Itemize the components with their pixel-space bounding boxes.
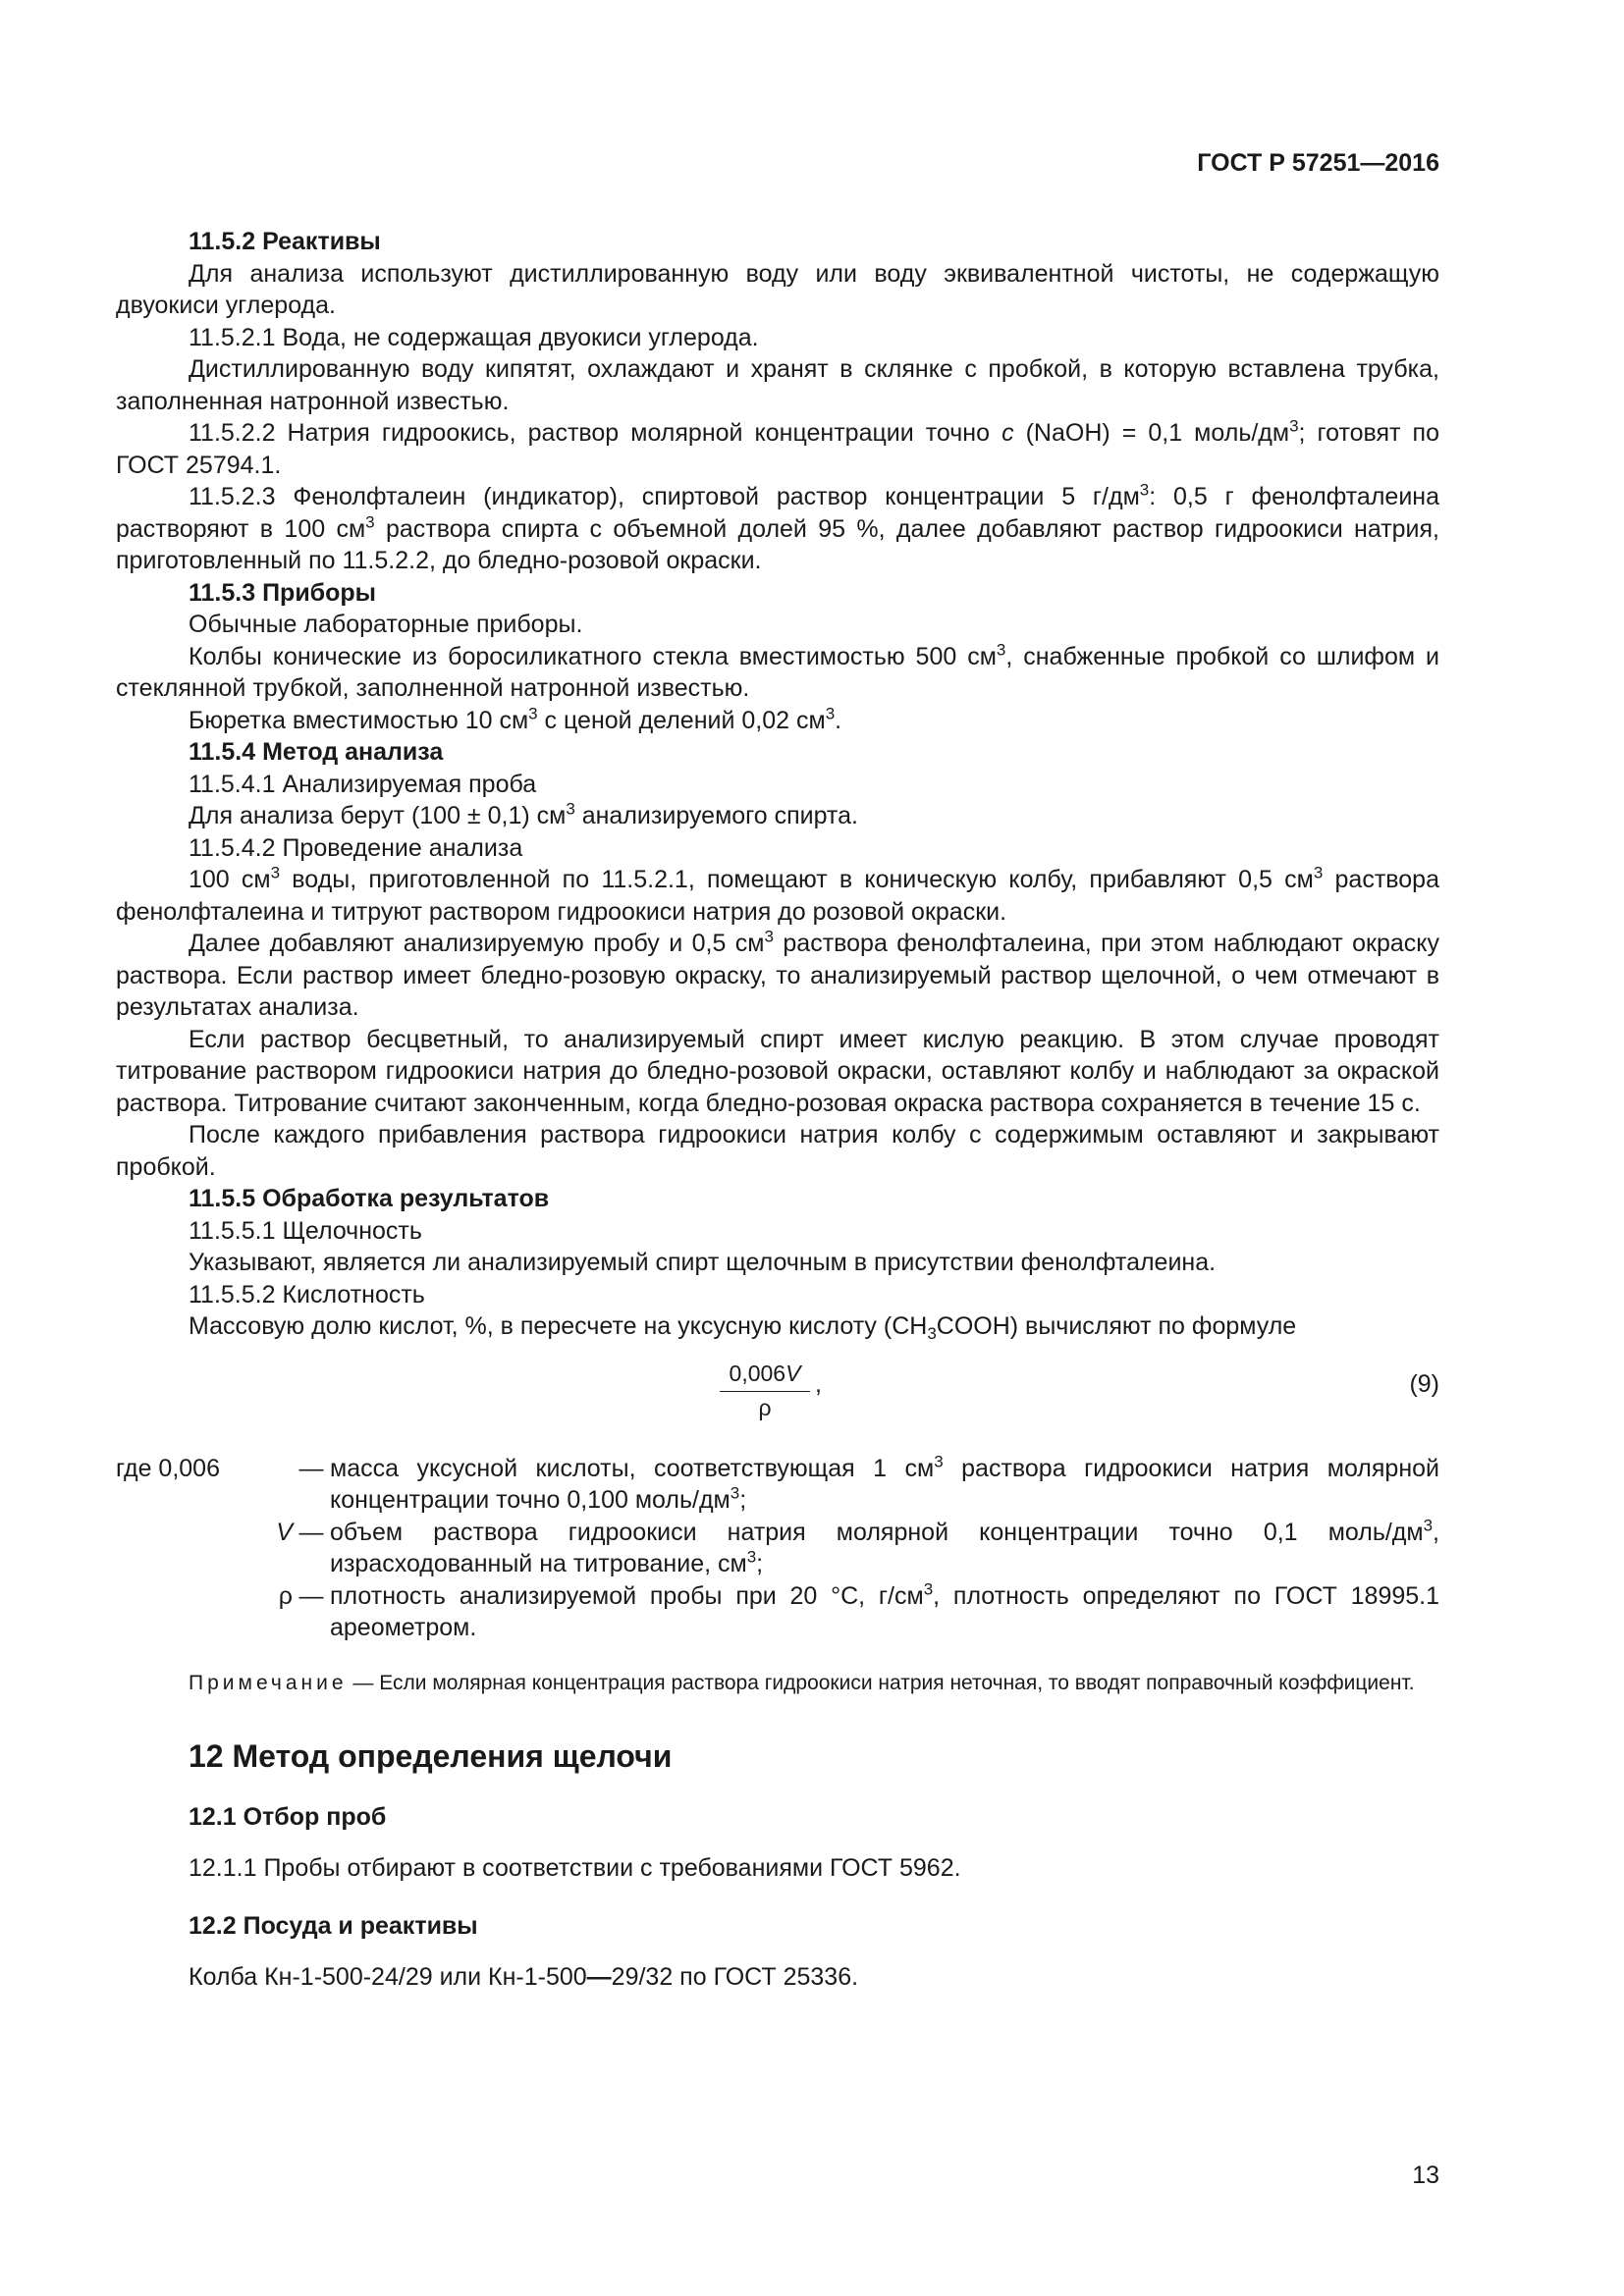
formula-9	[116, 1359, 1439, 1437]
paragraph: Далее добавляют анализируемую пробу и 0,5 $см^3$ раствора фенолфталеина, при этом наблюдают окраску раствора. Если раствор имеет бледно-розовую окраску, то анализируемый раствор щелочной, о чем отмечают в результатах анализа.	[116, 927, 1439, 1021]
paragraph: 11.5.4.1 Анализируемая проба	[189, 770, 537, 798]
section-11-5-5-title: 11.5.5 Обработка результатов	[189, 1185, 550, 1212]
paragraph: Колбы конические из боросиликатного стекла вместимостью 500 $см^3$, снабженные пробкой со шлифом и стеклянной трубкой, заполненной натронной известью.	[116, 640, 1439, 702]
legend-description: плотность анализируемой пробы при 20 °С, $г/см^3$, плотность определяют по ГОСТ 18995.1 ареометром.	[330, 1579, 1440, 1641]
paragraph: Колба Кн-1-500-24/29 или Кн-1-500—29/32 по ГОСТ 25336.	[189, 1963, 859, 1991]
paragraph: Для анализа используют дистиллированную воду или воду эквивалентной чистоты, не содержащую двуокиси углерода.	[116, 259, 1439, 319]
legend-symbol: ρ	[278, 1581, 293, 1610]
legend-symbol: V	[276, 1518, 293, 1546]
paragraph: Массовую долю кислот, %, в пересчете на уксусную кислоту $(CH_3COOH)$ вычисляют по формуле	[189, 1312, 1297, 1344]
section-11-5-4-title: 11.5.4 Метод анализа	[189, 738, 444, 766]
paragraph: Указывают, является ли анализируемый спирт щелочным в присутствии фенолфталеина.	[189, 1249, 1217, 1276]
page-number: 13	[1412, 2162, 1439, 2189]
legend-description: масса уксусной кислоты, соответствующая 1 $см^3$ раствора гидроокиси натрия молярной концентрации точно 0,100 моль/$дм^3$;	[330, 1452, 1440, 1514]
section-12-title: 12 Метод определения щелочи	[189, 1737, 673, 1774]
paragraph: Для анализа берут (100 ± 0,1) $см^3$ анализируемого спирта.	[189, 799, 858, 829]
note: Примечание — Если молярная концентрация раствора гидроокиси натрия неточная, то вводят поправочный коэффициент.	[189, 1671, 1415, 1694]
paragraph: Обычные лабораторные приборы.	[189, 611, 583, 638]
paragraph: 11.5.4.2 Проведение анализа	[189, 833, 523, 862]
legend-row	[116, 1517, 1439, 1580]
paragraph: После каждого прибавления раствора гидроокиси натрия колбу с содержимым оставляют и закрывают пробкой.	[116, 1121, 1439, 1181]
legend-dash: —	[298, 1581, 324, 1610]
section-12-1-title: 12.1 Отбор проб	[189, 1802, 387, 1831]
section-12-2-title: 12.2 Посуда и реактивы	[189, 1911, 478, 1940]
formula-fraction	[720, 1359, 810, 1423]
document-code-header: ГОСТ Р 57251—2016	[1197, 149, 1439, 177]
paragraph: 11.5.2.3 Фенолфталеин (индикатор), спиртовой раствор концентрации 5 $г/дм^3$: 0,5 г фенолфталеина растворяют в 100 $см^3$ раствора спирта с объемной долей 95 %, далее добавляют раствор гидроокиси натрия, приготовленный по 11.5.2.2, до бледно-розовой окраски.	[116, 480, 1440, 574]
paragraph: 11.5.5.1 Щелочность	[189, 1216, 422, 1245]
legend-description: объем раствора гидроокиси натрия молярной концентрации точно 0,1 моль/$дм^3$, израсходованный на титрование, $см^3$;	[330, 1516, 1439, 1577]
note-label: Примечание	[189, 1671, 348, 1694]
section-11-5-2-title: 11.5.2 Реактивы	[189, 228, 381, 255]
paragraph: Дистиллированную воду кипятят, охлаждают и хранят в склянке с пробкой, в которую вставлена трубка, заполненная натронной известью.	[116, 355, 1439, 415]
paragraph: 11.5.5.2 Кислотность	[189, 1280, 425, 1308]
formula-comma: ,	[815, 1369, 822, 1398]
legend-dash: —	[298, 1518, 324, 1546]
legend-row	[116, 1453, 1439, 1517]
paragraph: 12.1.1 Пробы отбирают в соответствии с требованиями ГОСТ 5962.	[189, 1854, 961, 1882]
paragraph: 11.5.2.1 Вода, не содержащая двуокиси углерода.	[189, 323, 759, 351]
paragraph: 100 $см^3$ воды, приготовленной по 11.5.2.1, помещают в коническую колбу, прибавляют 0,5 $см^3$ раствора фенолфталеина и титруют раствором гидроокиси натрия до розовой окраски.	[116, 863, 1439, 926]
legend-dash: —	[298, 1454, 324, 1482]
page-content	[116, 226, 1439, 1994]
formula-denominator: ρ	[758, 1394, 772, 1420]
paragraph: Бюретка вместимостью 10 $см^3$ с ценой делений 0,02 $см^3$.	[189, 704, 842, 734]
paragraph: 11.5.2.2 Натрия гидроокись, раствор молярной концентрации точно c (NaOH) = 0,1 моль/$дм^3$; готовят по ГОСТ 25794.1.	[116, 416, 1439, 479]
paragraph: Если раствор бесцветный, то анализируемый спирт имеет кислую реакцию. В этом случае проводят титрование раствором гидроокиси натрия до бледно-розовой окраски, оставляют колбу и наблюдают за окраской раствора. Титрование считают законченным, когда бледно-розовая окраска раствора сохраняется в течение 15 с.	[116, 1025, 1439, 1117]
section-11-5-3-title: 11.5.3 Приборы	[189, 578, 377, 607]
legend-symbol: где 0,006	[116, 1454, 220, 1482]
legend-row	[116, 1580, 1439, 1644]
formula-numerator: 0,006V	[720, 1359, 810, 1392]
formula-legend	[116, 1453, 1439, 1644]
equation-number: (9)	[1409, 1369, 1439, 1398]
